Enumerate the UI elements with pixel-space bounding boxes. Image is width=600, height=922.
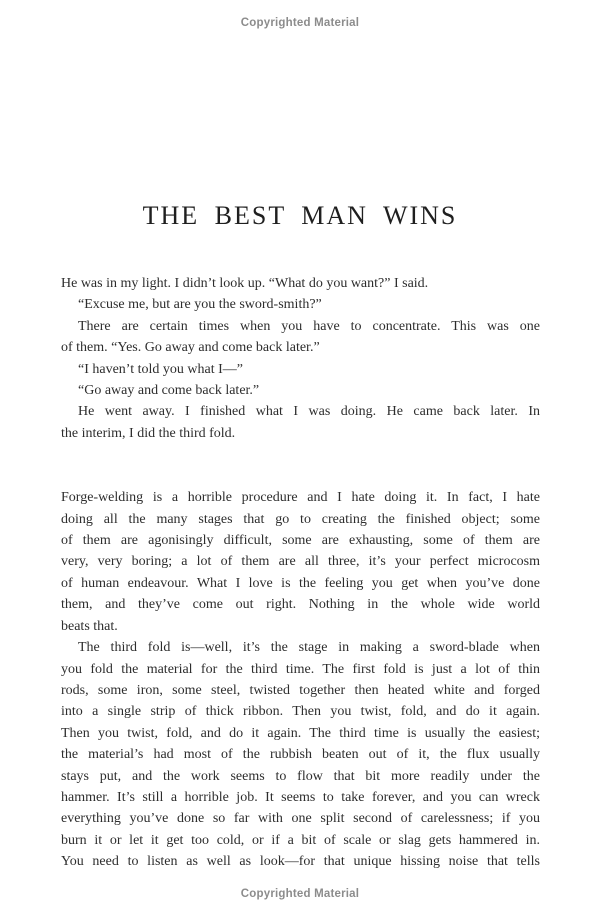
text-line: rods, some iron, some steel, twisted together then heated white and forged bbox=[61, 682, 540, 698]
paragraph bbox=[61, 380, 540, 401]
copyright-notice-top: Copyrighted Material bbox=[240, 17, 360, 29]
text-line: very, very boring; a lot of them are all three, it’s your perfect microcosm bbox=[61, 554, 540, 570]
text-line: Forge-welding is a horrible procedure and I hate doing it. In fact, I hate bbox=[61, 490, 540, 506]
paragraph bbox=[61, 316, 540, 359]
paragraph bbox=[61, 487, 540, 637]
text-line: hammer. It’s still a horrible job. It seems to take forever, and you can wreck bbox=[61, 789, 540, 805]
text-line: He went away. I finished what I was doing. He came back later. In bbox=[78, 404, 540, 420]
text-line: doing all the many stages that go to creating the finished object; some bbox=[61, 511, 540, 527]
text-line: “Excuse me, but are you the sword-smith?” bbox=[78, 297, 322, 313]
text-line: stays put, and the work seems to flow that bit more readily under the bbox=[61, 768, 540, 784]
copyright-notice-bottom: Copyrighted Material bbox=[240, 888, 360, 900]
paragraph bbox=[61, 294, 540, 315]
paragraph bbox=[61, 359, 540, 380]
text-line: you fold the material for the third time. The first fold is just a lot of thin bbox=[61, 661, 540, 677]
text-line: “I haven’t told you what I—” bbox=[78, 361, 243, 377]
text-line: of human endeavour. What I love is the feeling you get when you’ve done bbox=[61, 575, 540, 591]
text-block bbox=[61, 487, 540, 872]
text-line: everything you’ve done so far with one split second of carelessness; if you bbox=[61, 811, 540, 827]
text-line: You need to listen as well as look—for that unique hissing noise that tells bbox=[61, 854, 540, 870]
paragraph bbox=[61, 273, 540, 294]
text-line: There are certain times when you have to concentrate. This was one bbox=[78, 318, 540, 334]
text-line: beats that. bbox=[61, 618, 118, 634]
body-text bbox=[61, 273, 540, 873]
text-line: burn it or let it get too cold, or if a bit of scale or slag gets hammered in. bbox=[61, 832, 540, 848]
text-line: “Go away and come back later.” bbox=[78, 383, 260, 399]
text-line: the material’s had most of the rubbish beaten out of it, the flux usually bbox=[61, 747, 540, 763]
text-line: He was in my light. I didn’t look up. “What do you want?” I said. bbox=[61, 276, 429, 291]
text-line: the interim, I did the third fold. bbox=[61, 425, 236, 441]
text-line: of them are agonisingly difficult, some are exhausting, some of them are bbox=[61, 533, 540, 549]
text-line: Then you twist, fold, and do it again. The third time is usually the easiest; bbox=[61, 725, 540, 741]
text-block bbox=[61, 273, 540, 444]
chapter-title: THE BEST MAN WINS bbox=[142, 201, 458, 230]
text-line: of them. “Yes. Go away and come back later.” bbox=[61, 340, 320, 356]
paragraph bbox=[61, 637, 540, 872]
text-line: The third fold is—well, it’s the stage in making a sword-blade when bbox=[78, 640, 540, 656]
text-line: them, and they’ve come out right. Nothing in the whole wide world bbox=[61, 597, 540, 613]
paragraph bbox=[61, 401, 540, 444]
text-line: into a single strip of thick ribbon. Then you twist, fold, and do it again. bbox=[61, 704, 540, 720]
